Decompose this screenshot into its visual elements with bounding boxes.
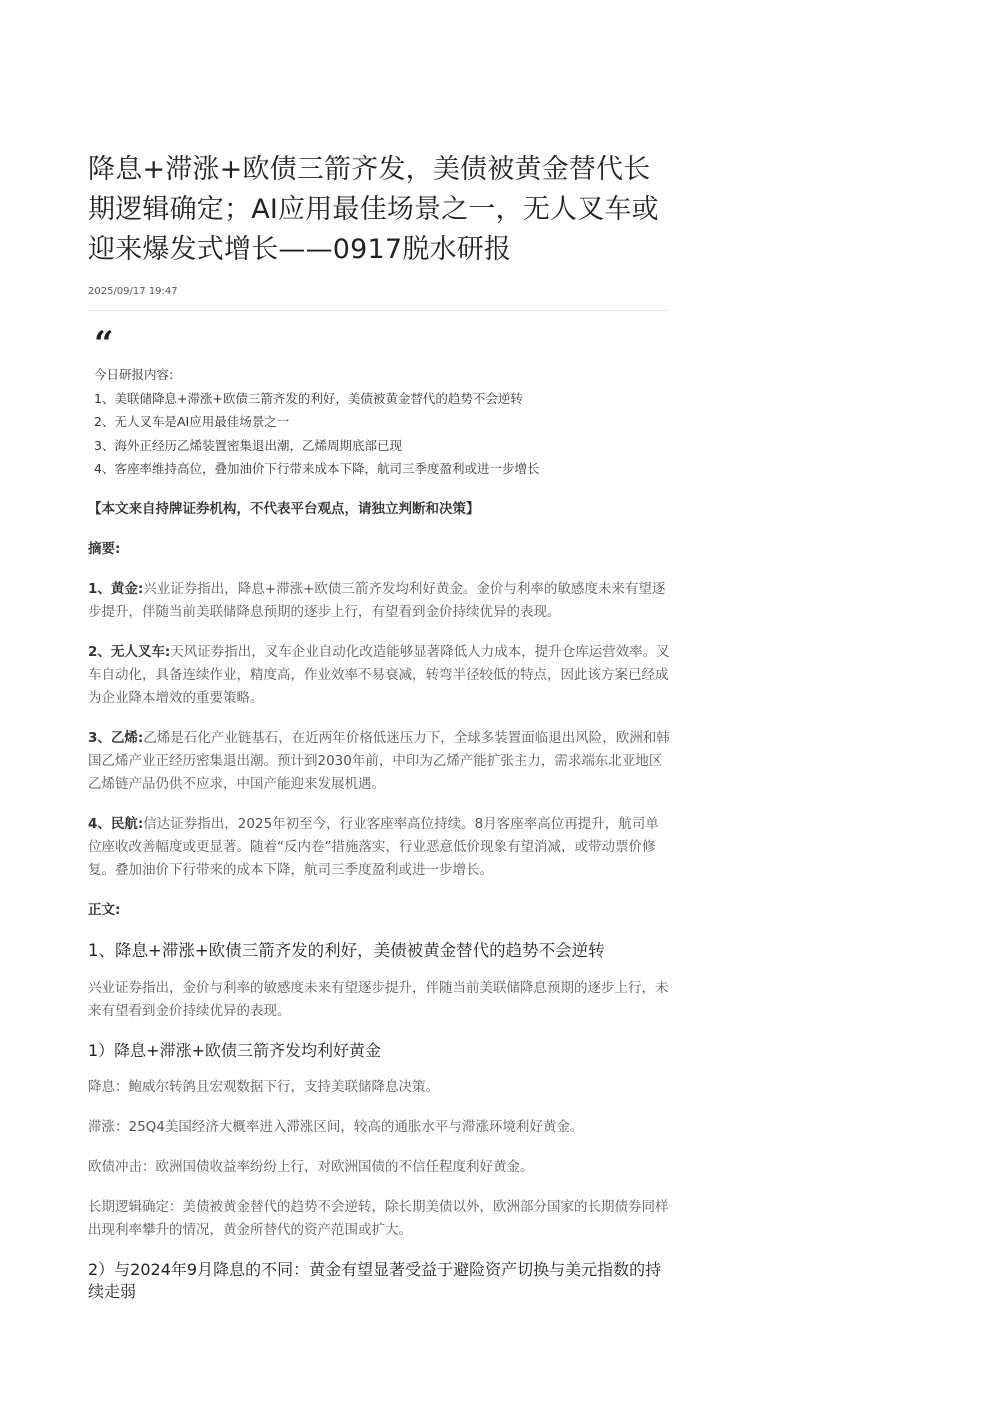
article-title: 降息+滞涨+欧债三箭齐发，美债被黄金替代长期逻辑确定；AI应用最佳场景之一，无人叉车或迎来爆发式增长——0917脱水研报 — [88, 154, 659, 265]
body-label: 正文: — [88, 901, 121, 918]
summary-item — [88, 727, 670, 796]
quote-intro: 今日研报内容: — [94, 367, 174, 382]
publish-date: 2025/09/17 19:47 — [88, 286, 178, 297]
quote-list — [94, 387, 670, 481]
disclaimer-notice: 【本文来自持牌证券机构，不代表平台观点，请独立判断和决策】 — [88, 500, 480, 517]
quote-mark-icon: “ — [94, 324, 114, 364]
body-paragraph: 长期逻辑确定：美债被黄金替代的趋势不会逆转，除长期美债以外，欧洲部分国家的长期债券同样出现利率攀升的情况，黄金所替代的资产范围或扩大。 — [88, 1198, 669, 1238]
summary-item-lead: 2、无人叉车: — [88, 643, 171, 660]
body-paragraph: 欧债冲击：欧洲国债收益率纷纷上行，对欧洲国债的不信任程度利好黄金。 — [88, 1158, 534, 1175]
quote-list-item: 3、海外正经历乙烯装置密集退出潮，乙烯周期底部已现 — [94, 437, 402, 453]
quote-list-item: 1、美联储降息+滞涨+欧债三箭齐发的利好，美债被黄金替代的趋势不会逆转 — [94, 390, 523, 406]
summary-item — [88, 813, 670, 882]
subsection-heading: 2）与2024年9月降息的不同：黄金有望显著受益于避险资产切换与美元指数的持续走弱 — [88, 1259, 662, 1301]
divider — [88, 310, 670, 311]
summary-item-text: 信达证券指出，2025年初至今，行业客座率高位持续。8月客座率高位再提升，航司单位座收改善幅度或更显著。随着“反内卷”措施落实，行业恶意低价现象有望消减，或带动票价修复。叠加油价下行带来的成本下降，航司三季度盈利或进一步增长。 — [88, 815, 659, 878]
summary-item — [88, 641, 670, 710]
summary-item-lead: 1、黄金: — [88, 580, 144, 597]
body-paragraph: 滞涨：25Q4美国经济大概率进入滞涨区间，较高的通胀水平与滞涨环境利好黄金。 — [88, 1118, 584, 1135]
quote-block — [88, 324, 670, 481]
summary-item-text: 乙烯是石化产业链基石，在近两年价格低迷压力下，全球多装置面临退出风险，欧洲和韩国乙烯产业正经历密集退出潮。预计到2030年前，中印为乙烯产能扩张主力，需求端东北亚地区乙烯链产品仍供不应求，中国产能迎来发展机遇。 — [88, 729, 670, 792]
summary-item-text: 兴业证券指出，降息+滞涨+欧债三箭齐发均利好黄金。金价与利率的敏感度未来有望逐步提升，伴随当前美联储降息预期的逐步上行，有望看到金价持续优异的表现。 — [88, 580, 666, 620]
summary-item-lead: 4、民航: — [88, 815, 144, 832]
quote-list-item: 4、客座率维持高位，叠加油价下行带来成本下降，航司三季度盈利或进一步增长 — [94, 461, 540, 476]
article — [88, 150, 670, 1303]
body-paragraph: 降息：鲍威尔转鸽且宏观数据下行，支持美联储降息决策。 — [88, 1078, 439, 1095]
section-paragraph: 兴业证券指出，金价与利率的敏感度未来有望逐步提升，伴随当前美联储降息预期的逐步上行，未来有望看到金价持续优异的表现。 — [88, 979, 669, 1019]
summary-item-text: 天风证券指出，叉车企业自动化改造能够显著降低人力成本，提升仓库运营效率。叉车自动化，具备连续作业，精度高，作业效率不易衰减，转弯半径较低的特点，因此该方案已经成为企业降本增效的重要策略。 — [88, 643, 670, 706]
summary-item — [88, 578, 670, 624]
quote-list-item: 2、无人叉车是AI应用最佳场景之一 — [94, 414, 290, 429]
section-heading: 1、降息+滞涨+欧债三箭齐发的利好，美债被黄金替代的趋势不会逆转 — [88, 940, 605, 960]
subsection-heading: 1）降息+滞涨+欧债三箭齐发均利好黄金 — [88, 1040, 381, 1060]
summary-label: 摘要: — [88, 540, 121, 557]
summary-item-lead: 3、乙烯: — [88, 729, 144, 746]
